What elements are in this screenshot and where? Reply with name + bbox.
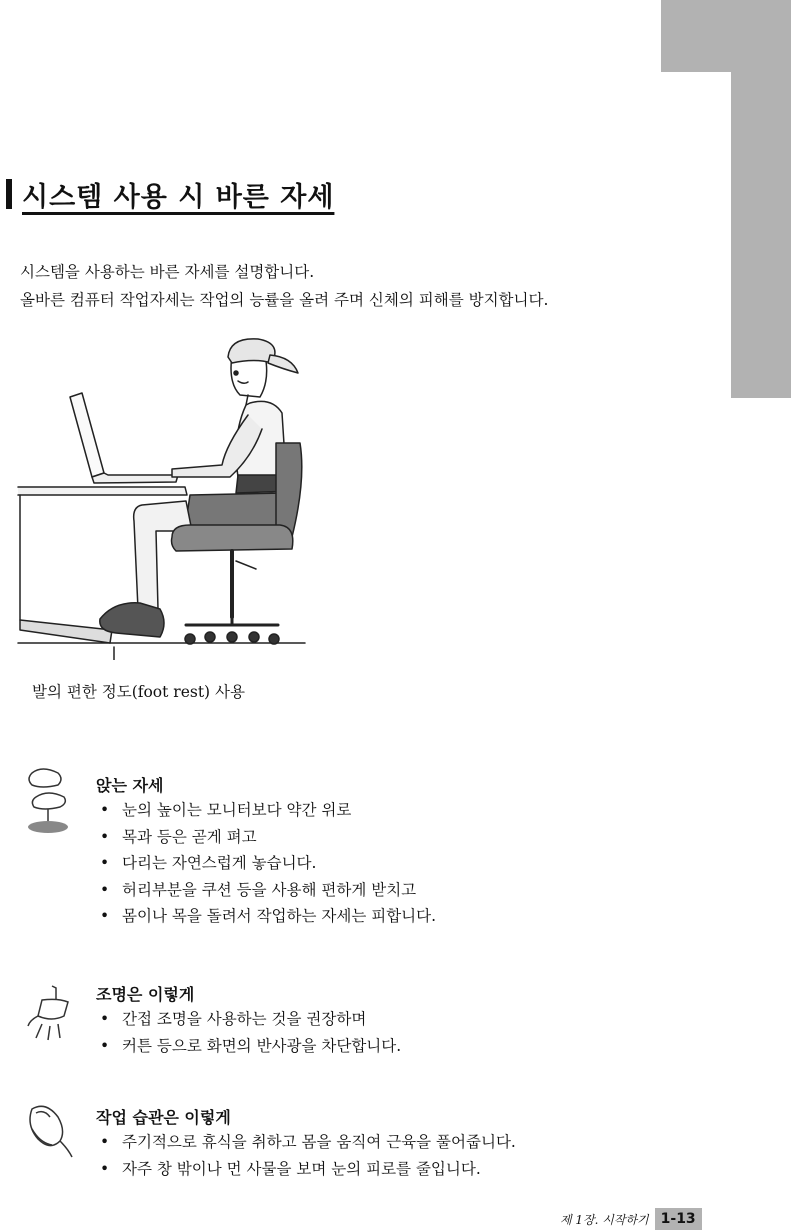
page-title — [6, 174, 334, 214]
list-item: • 목과 등은 곧게 펴고 — [100, 824, 436, 851]
page-title-text: 시스템 사용 시 바른 자세 — [22, 181, 335, 213]
list-item: • 눈의 높이는 모니터보다 약간 위로 — [100, 797, 436, 824]
list-item: • 허리부분을 쿠션 등을 사용해 편하게 받치고 — [100, 877, 436, 904]
page-number: 1-13 — [655, 1208, 702, 1230]
list-item: • 간접 조명을 사용하는 것을 권장하며 — [100, 1006, 401, 1033]
section-list — [100, 1006, 401, 1059]
chapter-tab-side — [731, 0, 791, 398]
list-item: • 주기적으로 휴식을 취하고 몸을 움직여 근육을 풀어줍니다. — [100, 1129, 516, 1156]
posture-illustration — [0, 325, 330, 660]
list-item: • 커튼 등으로 화면의 반사광을 차단합니다. — [100, 1033, 401, 1060]
intro-text — [20, 258, 548, 314]
intro-line-1: 시스템을 사용하는 바른 자세를 설명합니다. — [20, 263, 315, 281]
section-list — [100, 1129, 516, 1182]
list-item: • 몸이나 목을 돌려서 작업하는 자세는 피합니다. — [100, 903, 436, 930]
chapter-tab-top — [661, 0, 731, 72]
chair-icon — [12, 767, 76, 837]
section-title: 조명은 이렇게 — [96, 985, 195, 1004]
section-title: 작업 습관은 이렇게 — [96, 1108, 231, 1127]
mouse-icon — [12, 1099, 76, 1169]
intro-line-2: 올바른 컴퓨터 작업자세는 작업의 능률을 올려 주며 신체의 피해를 방지합니다. — [20, 291, 549, 309]
section-list — [100, 797, 436, 930]
list-item: • 자주 창 밖이나 먼 사물을 보며 눈의 피로를 줄입니다. — [100, 1156, 516, 1183]
page-footer — [560, 1208, 702, 1230]
list-item: • 다리는 자연스럽게 놓습니다. — [100, 850, 436, 877]
illustration-caption: 발의 편한 정도(foot rest) 사용 — [32, 683, 245, 701]
section-title: 앉는 자세 — [96, 776, 164, 795]
lamp-icon — [12, 982, 76, 1052]
title-marker — [6, 179, 12, 209]
footer-chapter: 제 1장. 시작하기 — [560, 1212, 649, 1227]
